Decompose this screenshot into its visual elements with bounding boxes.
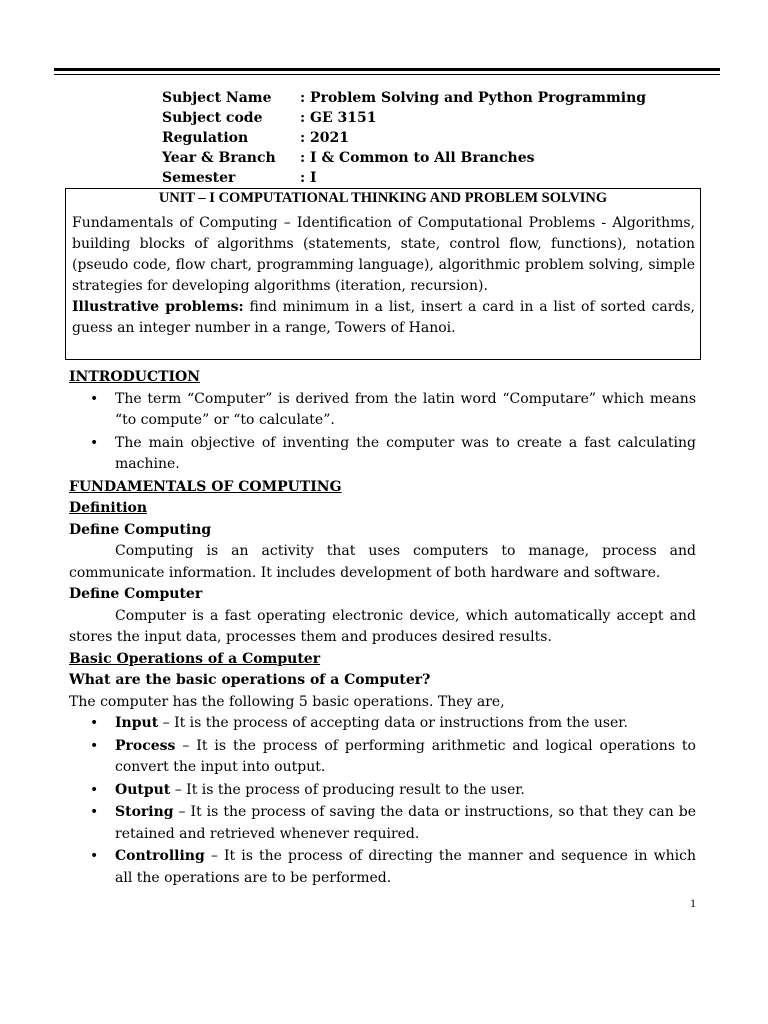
define-computer-heading: Define Computer (69, 586, 203, 602)
top-rule-thick (54, 68, 720, 71)
op-text: – It is the process of producing result to the user. (170, 781, 525, 798)
meta-key: Semester (162, 170, 236, 186)
page-content (69, 367, 696, 890)
illustrative-label: Illustrative problems: (72, 299, 244, 315)
unit-syllabus-box (65, 188, 701, 360)
unit-title: UNIT – I COMPUTATIONAL THINKING AND PROBLEM SOLVING (158, 190, 608, 206)
top-rule-thin (54, 74, 720, 75)
illustrative-problems (72, 297, 695, 339)
regulation-row (162, 128, 646, 148)
basic-ops-list (69, 713, 696, 889)
meta-value: : Problem Solving and Python Programming (300, 90, 647, 106)
page-number: 1 (690, 896, 696, 910)
define-computing-heading: Define Computing (69, 521, 212, 538)
subject-code-row (162, 108, 646, 128)
op-term: Input (115, 715, 159, 731)
fundamentals-heading: FUNDAMENTALS OF COMPUTING (69, 478, 342, 495)
define-computer-text: Computer is a fast operating electronic device, which automatically accept and stores the input data, processes them and produces desired results. (69, 607, 696, 645)
op-term: Output (115, 781, 171, 798)
list-item: • The main objective of inventing the computer was to create a fast calculating machine. (115, 433, 696, 476)
meta-value: : I (300, 170, 317, 186)
unit-syllabus-text (72, 213, 695, 339)
basic-ops-heading: Basic Operations of a Computer (69, 650, 321, 667)
illustrative-text: find minimum in a list, insert a card in a list of sorted cards, guess an integer number in a range, Towers of Hanoi. (72, 299, 695, 336)
op-text: – It is the process of directing the manner and sequence in which all the operations are to be performed. (115, 848, 696, 886)
subject-name-row (162, 88, 646, 108)
meta-value: : I & Common to All Branches (300, 150, 535, 166)
meta-value: : GE 3151 (300, 110, 377, 126)
subject-info (162, 88, 646, 188)
list-item (115, 713, 696, 735)
op-term: Process (115, 737, 176, 754)
op-term: Storing (115, 804, 174, 820)
year-branch-row (162, 148, 646, 168)
introduction-heading: INTRODUCTION (69, 369, 201, 385)
op-text: – It is the process of performing arithmetic and logical operations to convert the input into output. (115, 737, 696, 775)
meta-key: Regulation (162, 130, 249, 146)
list-item (115, 736, 696, 779)
meta-key: Subject code (162, 110, 263, 126)
list-item (115, 802, 696, 845)
semester-row (162, 168, 646, 188)
basic-ops-question: What are the basic operations of a Computer? (69, 672, 431, 688)
basic-ops-intro: The computer has the following 5 basic operations. They are, (69, 693, 505, 710)
meta-key: Year & Branch (162, 150, 276, 166)
op-text: – It is the process of accepting data or instructions from the user. (158, 715, 628, 731)
define-computing-text: Computing is an activity that uses computers to manage, process and communicate information. It includes development of both hardware and software. (69, 543, 696, 581)
list-item: • The term “Computer” is derived from the latin word “Computare” which means “to compute” or “to calculate”. (115, 389, 696, 432)
list-item (115, 846, 696, 889)
list-item (115, 780, 696, 802)
op-text: – It is the process of saving the data or instructions, so that they can be retained and retrieved whenever required. (115, 804, 696, 842)
meta-value: : 2021 (300, 130, 350, 146)
definition-heading: Definition (69, 500, 148, 516)
op-term: Controlling (115, 848, 205, 864)
introduction-list (69, 389, 696, 476)
unit-syllabus-paragraph: Fundamentals of Computing – Identification of Computational Problems - Algorithms, building blocks of algorithms (statements, state, control flow, functions), notation (pseudo code, flow chart, programming language), algorithmic problem solving, simple strategies for developing algorithms (iteration, recursion). (72, 215, 695, 294)
meta-key: Subject Name (162, 90, 272, 106)
